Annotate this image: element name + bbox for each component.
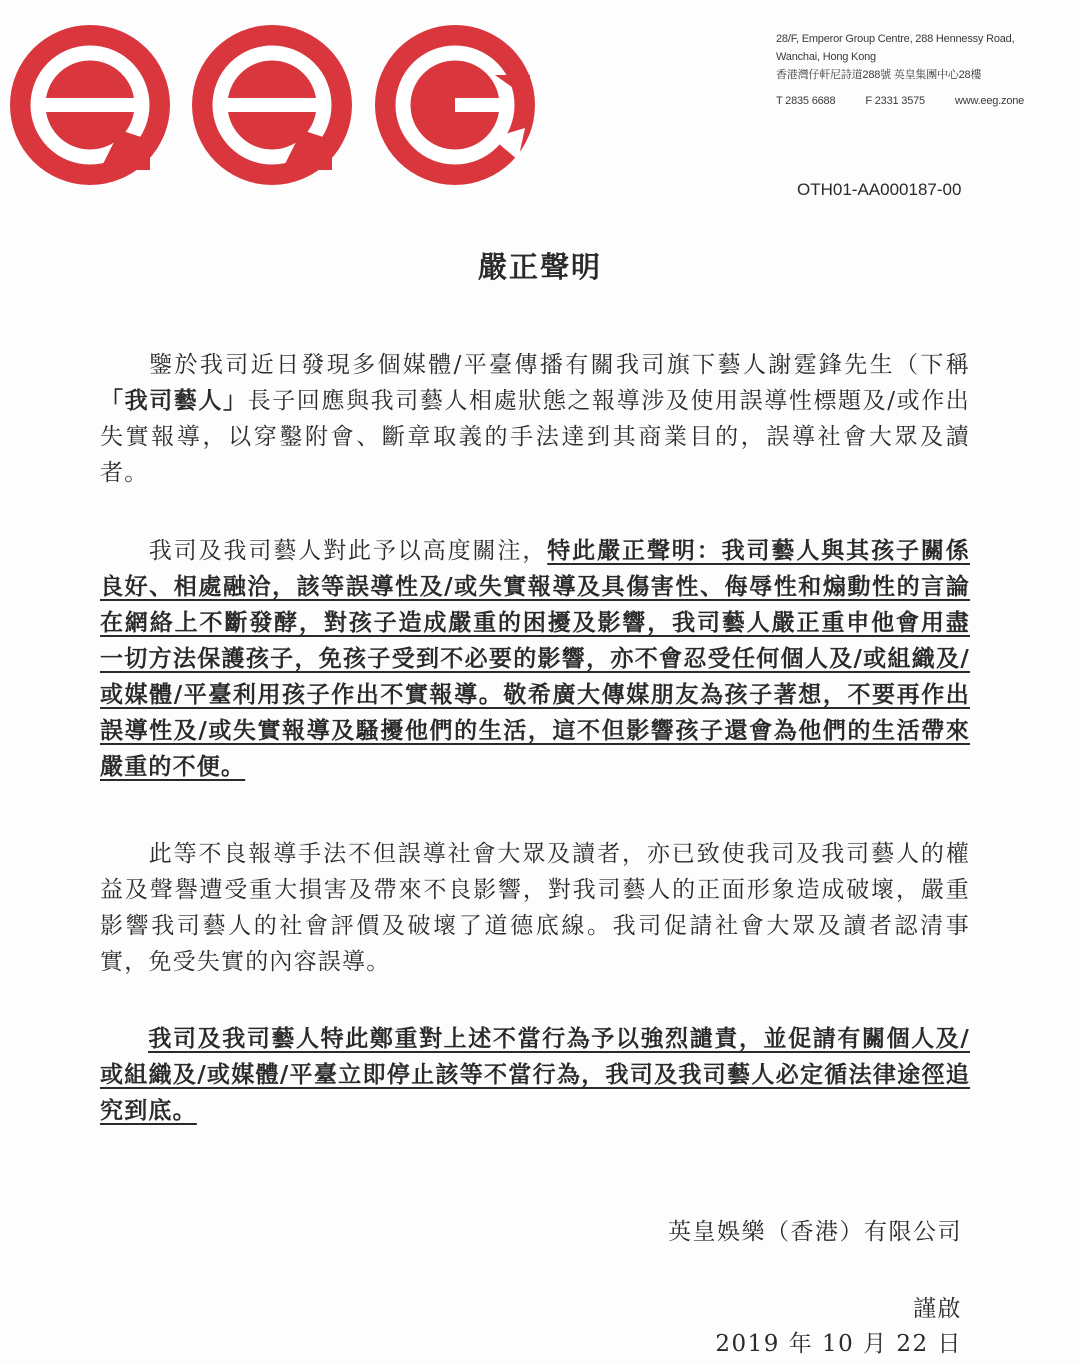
paragraph-2 — [100, 533, 970, 785]
website: www.eeg.zone — [954, 95, 1025, 107]
paragraph-1 — [100, 347, 970, 491]
logo-circle-g — [375, 25, 535, 185]
reference-code: OTH01-AA000187-00 — [797, 180, 962, 199]
signature-date: 2019 年 10 月 22 日 — [715, 1331, 962, 1357]
address-line-3: 香港灣仔軒尼詩道288號 英皇集團中心28樓 — [776, 69, 982, 81]
address-line-2: Wanchai, Hong Kong — [776, 51, 876, 63]
eeg-logo — [0, 20, 545, 190]
address-line-1: 28/F, Emperor Group Centre, 288 Hennessy Road, — [776, 33, 1015, 45]
fax-number: F 2331 3575 — [865, 95, 925, 107]
signature-closing: 謹啟 — [913, 1296, 962, 1322]
paragraph-4 — [100, 1021, 970, 1129]
phone-number: T 2835 6688 — [776, 95, 836, 107]
paragraph-1-part-b: 長子回應與我司藝人相處狀態之報導涉及使用誤導性標題及/或作出失實報導，以穿鑿附會、斷章取義的手法達到其商業目的，誤導社會大眾及讀者。 — [100, 388, 970, 486]
paragraph-1-term: 「我司藝人」 — [100, 388, 248, 414]
logo-circle-e1 — [10, 25, 170, 185]
signature-company: 英皇娛樂（香港）有限公司 — [668, 1219, 962, 1245]
paragraph-2-plain: 我司及我司藝人對此予以高度關注， — [148, 538, 548, 564]
paragraph-1-part-a: 鑒於我司近日發現多個媒體/平臺傳播有關我司旗下藝人謝霆鋒先生（下稱 — [148, 352, 970, 378]
contact-row — [776, 92, 1066, 110]
logo-circle-e2 — [192, 25, 352, 185]
paragraph-4-text: 我司及我司藝人特此鄭重對上述不當行為予以強烈譴責，並促請有關個人及/或組織及/或媒體/平臺立即停止該等不當行為，我司及我司藝人必定循法律途徑追究到底。 — [100, 1026, 970, 1124]
paragraph-3-text: 此等不良報導手法不但誤導社會大眾及讀者，亦已致使我司及我司藝人的權益及聲譽遭受重大損害及帶來不良影響，對我司藝人的正面形象造成破壞，嚴重影響我司藝人的社會評價及破壞了道德底線。我司促請社會大眾及讀者認清事實，免受失實的內容誤導。 — [100, 841, 970, 975]
statement-title: 嚴正聲明 — [477, 250, 602, 284]
letterhead-address — [776, 30, 1066, 110]
paragraph-2-emphasis: 特此嚴正聲明：我司藝人與其孩子關係良好、相處融洽，該等誤導性及/或失實報導及具傷害性、侮辱性和煽動性的言論在網絡上不斷發酵，對孩子造成嚴重的困擾及影響，我司藝人嚴正重申他會用盡一切方法保護孩子，免孩子受到不必要的影響，亦不會忍受任何個人及/或組織及/或媒體/平臺利用孩子作出不實報導。敬希廣大傳媒朋友為孩子著想，不要再作出誤導性及/或失實報導及騷擾他們的生活，這不但影響孩子還會為他們的生活帶來嚴重的不便。 — [100, 538, 970, 780]
paragraph-3 — [100, 836, 970, 980]
